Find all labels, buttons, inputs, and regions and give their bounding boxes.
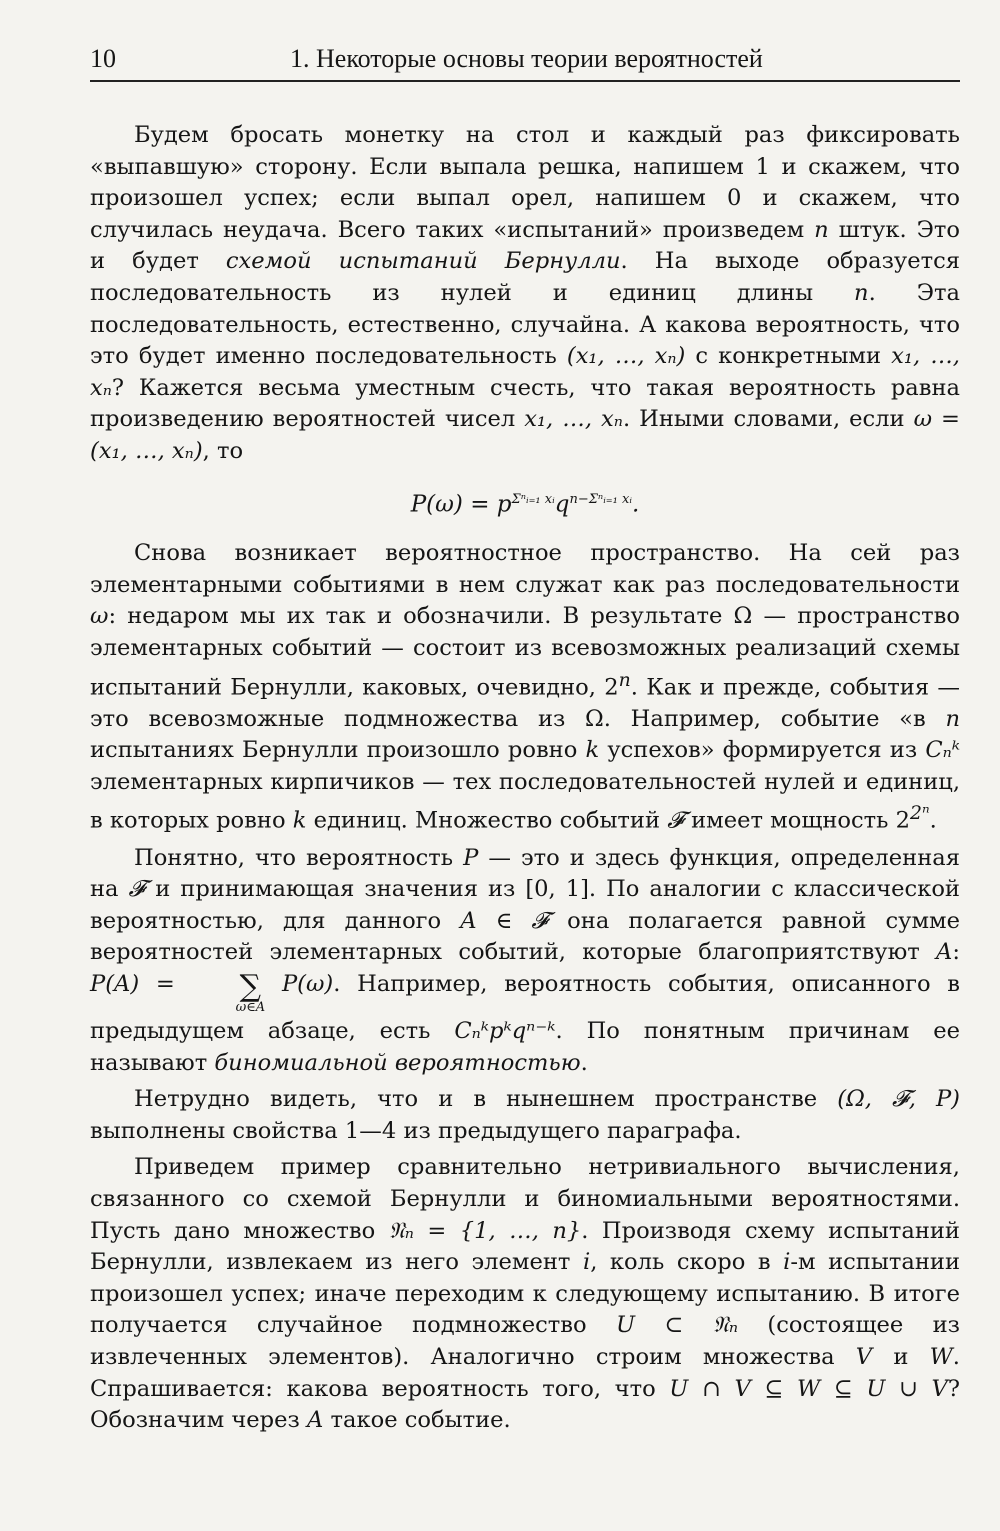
page-number: 10: [90, 44, 116, 73]
sum-formula: ∑ ω∈A: [235, 968, 266, 1015]
paragraph-4: Нетрудно видеть, что и в нынешнем пространстве (Ω, 𝓕, P) выполнены свойства 1—4 из предыдущего параграфа.: [90, 1086, 960, 1144]
term-bernoulli-scheme: схемой испытаний Бернулли: [225, 248, 621, 275]
term-binomial-probability: биномиальной вероятностью: [214, 1049, 581, 1076]
paragraph-5: Приведем пример сравнительно нетривиального вычисления, связанного со схемой Бернулли и биномиальными вероятностями. Пусть дано множество 𝔑ₙ = {1, …, n}. Производя схему испытаний Бернулли, извлекаем из него элемент i, коль скоро в i-м испытании произошел успех; иначе переходим к следующему испытанию. В итоге получается случайное подмножество U ⊂ 𝔑ₙ (состоящее из извлеченных элементов). Аналогично строим множества V и W. Спрашивается: какова вероятность того, что U ∩ V ⊆ W ⊆ U ∪ V? Обозначим через A такое событие.: [90, 1154, 961, 1434]
paragraph-1: Будем бросать монетку на стол и каждый раз фиксировать «выпавшую» сторону. Если выпала решка, напишем 1 и скажем, что произошел успех; если выпал орел, напишем 0 и скажем, что случилась неудача. Всего таких «испытаний» произведем n штук. Это и будет схемой испытаний Бернулли. На выходе образуется последовательность из нулей и единиц длины n. Эта последовательность, естественно, случайна. А какова вероятность, что это будет именно последовательность (x₁, …, xₙ) с конкретными x₁, …, xₙ? Кажется весьма уместным счесть, что такая вероятность равна произведению вероятностей чисел x₁, …, xₙ. Иными словами, если ω = (x₁, …, xₙ), то: [90, 122, 961, 464]
page: [90, 28, 960, 1437]
page-header: [90, 28, 960, 82]
formula-bernoulli-probability: $P(\omega) = p^{\Sigma^nᵢ_{=1} xᵢ}q^{n-\Sigma^nᵢ_{=1} xᵢ}$.: [410, 491, 640, 518]
body-text: [90, 120, 960, 1437]
paragraph-3: Понятно, что вероятность P — это и здесь функция, определенная на 𝓕 и принимающая значения из [0, 1]. По аналогии с классической вероятностью, для данного A ∈ 𝓕 она полагается равной сумме вероятностей элементарных событий, которые благоприятствуют A: P(A) = ∑ ω∈A P(ω). Например, вероятность события, описанного в предыдущем абзаце, есть Cₙᵏpᵏqⁿ⁻ᵏ. По понятным причинам ее называют биномиальной вероятностью.: [90, 844, 961, 1076]
paragraph-2: Снова возникает вероятностное пространство. На сей раз элементарными событиями в нем служат как раз последовательности ω: недаром мы их так и обозначили. В результате Ω — пространство элементарных событий — состоит из всевозможных реализаций схемы испытаний Бернулли, каковых, очевидно, 2$^n$. Как и прежде, события — это всевозможные подмножества из Ω. Например, событие «в n испытаниях Бернулли произошло ровно k успехов» формируется из Cₙᵏ элементарных кирпичиков — тех последовательностей нулей и единиц, в которых ровно k единиц. Множество событий 𝓕 имеет мощность $2^{2^n}$.: [90, 540, 961, 834]
running-title: 1. Некоторые основы теории вероятностей: [290, 44, 763, 73]
